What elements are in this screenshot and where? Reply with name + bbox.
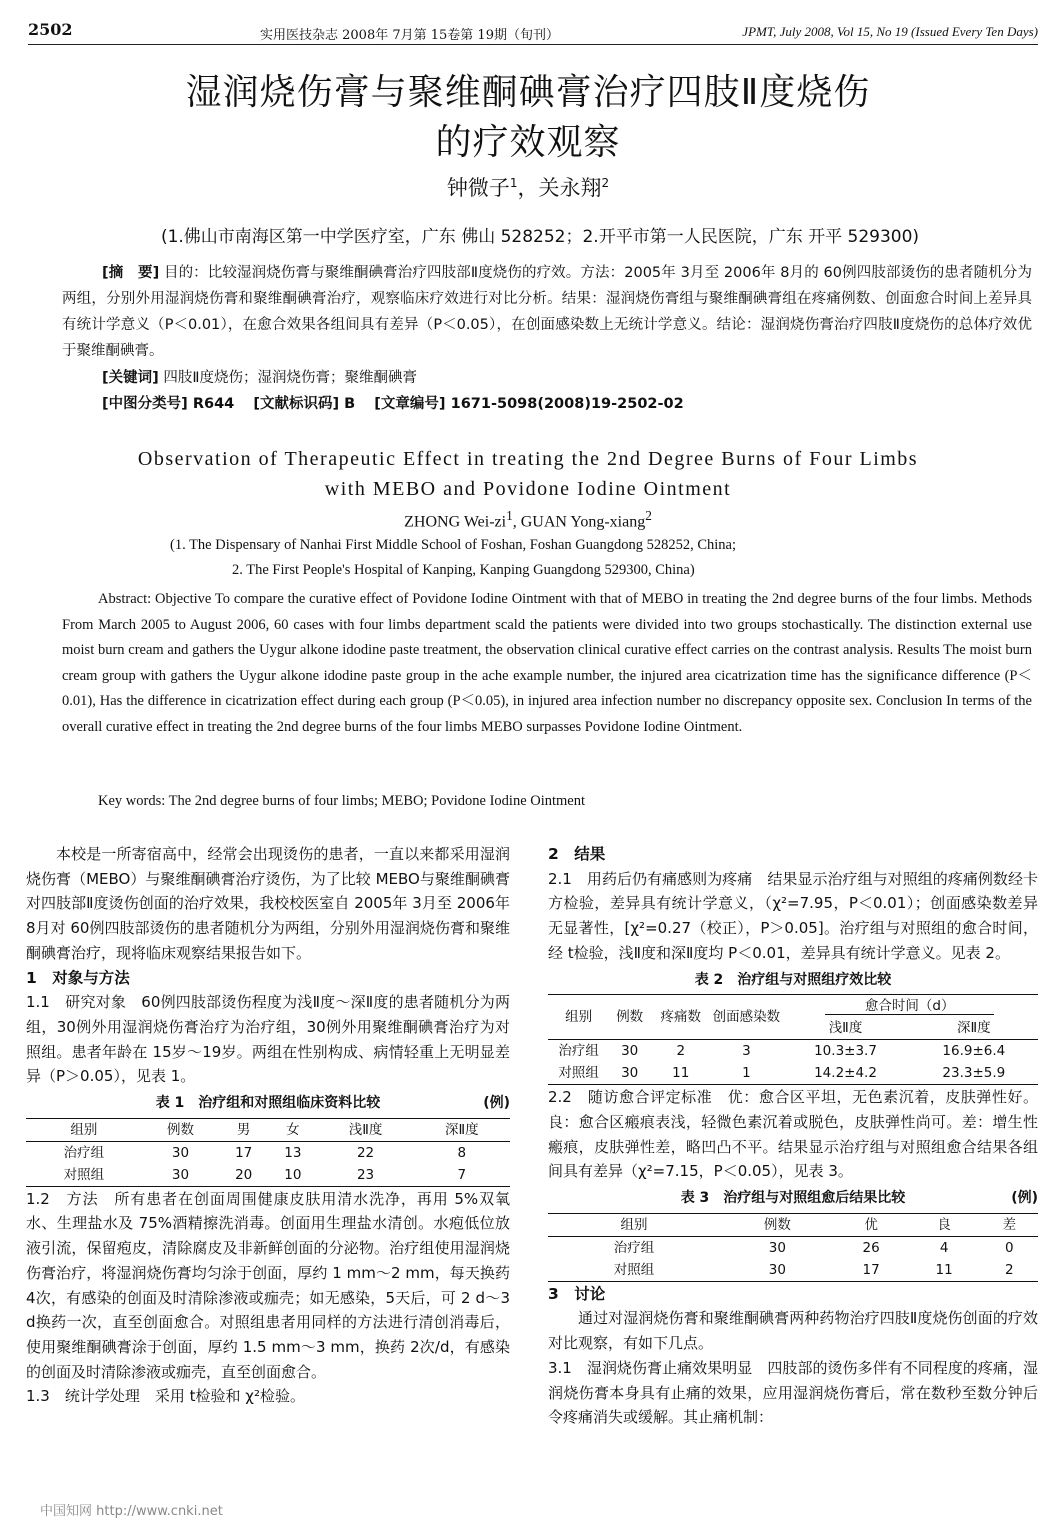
table-row [548,1062,1038,1085]
table-cell: 0 [1005,1239,1014,1256]
table-cell: 对照组 [26,1164,142,1187]
author-list [0,172,1056,202]
en-author-2-affil: 2 [645,508,652,523]
table-3-unit: (例) [1011,1190,1038,1207]
en-author-2: GUAN Yong-xiang [520,513,646,531]
para-2-1: 2.1 用药后仍有痛感则为疼痛 结果显示治疗组与对照组的疼痛例数经卡方检验，差异具有统计学意义，（χ²=7.95，P＜0.01）；创面感染数差异无显著性，[χ²=0.27（校正），P＞0.05]。治疗组与对照组的愈合时间，经 t检验，浅Ⅱ度和深Ⅱ度均 P＜0.01，差异具有统计学意义。见表 2。 [548,869,1038,962]
table-row [26,1164,510,1187]
t2-col-healing [781,995,1038,1018]
t1-col-male: 男 [219,1118,268,1141]
article-title-line1: 湿润烧伤膏与聚维酮碘膏治疗四肢Ⅱ度烧伤 [185,72,871,113]
t2-col-n: 例数 [609,995,650,1040]
t1-col-group: 组别 [26,1118,142,1141]
table-cell: 2 [676,1043,686,1060]
doc-value: B [344,396,356,412]
cn-classification [102,392,684,413]
en-author-1: ZHONG Wei-zi [404,513,507,531]
table-cell: 30 [621,1043,639,1060]
t1-col-n: 例数 [142,1118,219,1141]
author-1-affil: 1 [509,176,518,190]
table-row [26,1141,510,1164]
para-1-1: 1.1 研究对象 60例四肢部烫伤程度为浅Ⅱ度～深Ⅱ度的患者随机分为两组，30例外用湿润烧伤膏治疗为治疗组，30例外用聚维酮碘膏治疗为对照组。患者年龄在 15岁～19岁。两组在性别构成、病情轻重上无明显差异（P＞0.05），见表 1。 [26,993,510,1086]
para-1-2: 1.2 方法 所有患者在创面周围健康皮肤用清水洗净，再用 5%双氧水、生理盐水及 75%酒精擦洗消毒。创面用生理盐水清创。水疱低位放液引流，保留疱皮，清除腐皮及非新鲜创面的分泌物。治疗组使用湿润烧伤膏治疗，将湿润烧伤膏均匀涂于创面，厚约 1 mm～2 mm，每天换药 4次，有感染的创面及时清除渗液或痂壳；如无感染，5天后，可 2 d～3 d换药一次，直至创面愈合。对照组患者用同样的方法进行清创消毒后，使用聚维酮碘膏涂于创面，厚约 1.5 mm～3 mm，换药 2次/d，有感染的创面及时清除渗液或痂壳，直至创面愈合。 [26,1189,510,1381]
watermark: 中国知网 http://www.cnki.net [40,1504,223,1519]
en-title-line1: Observation of Therapeutic Effect in treating the 2nd Degree Burns of Four Limbs [137,448,919,470]
cn-abstract-label: [摘 要] [102,265,160,281]
table-cell: 20 [219,1164,268,1187]
article-title-line2: 的疗效观察 [435,122,621,163]
right-column [548,842,1038,1430]
en-title-line2: with MEBO and Povidone Iodine Ointment [324,478,732,500]
table-cell: 30 [142,1164,219,1187]
t3-col-excellent: 优 [835,1213,908,1236]
table-cell: 1 [711,1062,781,1085]
table-1-title: 表 1 治疗组和对照组临床资料比较 [155,1095,381,1112]
t2-col-shallow: 浅Ⅱ度 [781,1017,909,1040]
table-cell: 治疗组 [613,1239,655,1256]
en-abstract-text: Abstract: Objective To compare the curative effect of Povidone Iodine Ointment with that of MEBO in treating the 2nd degree burns of the four limbs. Methods From March 2005 to August 2006, 60 cases with four limbs department scald the patients were divided into two groups stochastically. The distinction external use moist burn cream and gathers the Uygur alkone idodine paste treatment, the observation clinical curative effect carries on the contrast analysis. Results The moist burn cream group with gathers the Uygur alkone idodine paste group in the ache example number, the injured area cicatrization time has the significance difference (P＜0.01), Has the difference in cicatrization effect during each group (P＜0.05), in injured area infection number no discrepancy opposite sex. Conclusion In terms of the overall curative effect in treating the 2nd degree burns of the four limbs MEBO surpasses Povidone Iodine Ointment. [62,591,1032,735]
cn-keywords [102,366,417,387]
table-1-unit: (例) [483,1095,510,1112]
author-1: 钟微子 [446,176,510,200]
table-cell: 对照组 [548,1062,609,1085]
table-cell: 对照组 [548,1259,720,1282]
t2-col-healing-label: 愈合时间（d） [825,998,995,1015]
journal-citation-cn: 实用医技杂志 2008年 7月第 15卷第 19期（旬刊） [260,28,559,43]
cn-abstract [62,260,1032,364]
table-cell: 4 [939,1239,949,1256]
para-1-3: 1.3 统计学处理 采用 t检验和 χ²检验。 [26,1387,305,1406]
para-3-1: 3.1 湿润烧伤膏止痛效果明显 四肢部的烫伤多伴有不同程度的疼痛，湿润烧伤膏本身具有止痛的效果，应用湿润烧伤膏后，常在数秒至数分钟后令疼痛消失或缓解。其止痛机制： [548,1358,1038,1427]
en-author-1-affil: 1 [506,508,513,523]
t3-col-good: 良 [908,1213,981,1236]
t3-col-poor: 差 [981,1213,1038,1236]
en-abstract [62,587,1032,741]
table-cell: 22 [356,1144,375,1161]
table-cell: 30 [171,1144,190,1161]
table-cell: 10.3±3.7 [814,1043,877,1060]
author-2: 关永翔 [538,176,602,200]
table-cell: 17 [235,1144,253,1161]
table-cell: 26 [862,1239,880,1256]
en-author-sep: , [512,513,521,531]
cls-label: [中图分类号] [102,396,188,412]
table-cell: 16.9±6.4 [942,1043,1006,1060]
cn-keywords-text: 四肢Ⅱ度烧伤；湿润烧伤膏；聚维酮碘膏 [163,370,418,386]
table-cell: 3 [742,1043,751,1060]
table-row [548,1040,1038,1063]
table-cell: 30 [768,1239,786,1256]
table-2-caption: 表 2 治疗组与对照组疗效比较 [694,971,892,988]
table-cell: 17 [835,1259,908,1282]
page-number: 2502 [28,20,73,39]
table-3 [548,1213,1038,1282]
table-cell: 30 [609,1062,650,1085]
table-1 [26,1118,510,1187]
section-1-heading: 1 对象与方法 [26,968,130,987]
table-cell: 14.2±4.2 [781,1062,909,1085]
table-3-caption [548,1186,1038,1211]
section-2-heading: 2 结果 [548,845,606,863]
t3-col-n: 例数 [720,1213,835,1236]
table-row [548,1236,1038,1259]
table-cell: 8 [457,1144,467,1161]
doc-label: [文献标识码] [253,396,340,412]
t2-col-group: 组别 [548,995,609,1040]
table-cell: 2 [981,1259,1038,1282]
author-2-affil: 2 [601,176,610,190]
intro-paragraph: 本校是一所寄宿高中，经常会出现烫伤的患者，一直以来都采用湿润烧伤膏（MEBO）与聚维酮碘膏治疗烫伤，为了比较 MEBO与聚维酮碘膏对四肢部Ⅱ度烫伤创面的治疗效果，我校校医室自 2005年 3月至 2006年 8月对 60例四肢部烫伤的患者随机分为两组，分别外用湿润烧伤膏和聚维酮碘膏治疗，现将临床观察结果报告如下。 [26,845,510,962]
art-value: 1671-5098(2008)19-2502-02 [450,396,684,412]
table-1-caption [26,1091,510,1116]
en-author-list [0,508,1056,531]
en-affiliation-2: 2. The First People's Hospital of Kanping, Kanping Guangdong 529300, China) [232,562,695,578]
table-cell: 11 [650,1062,711,1085]
section-3-heading: 3 讨论 [548,1284,606,1303]
journal-citation-en: JPMT, July 2008, Vol 15, No 19 (Issued Every Ten Days) [742,24,1038,39]
t2-col-deep: 深Ⅱ度 [910,1017,1038,1040]
cn-abstract-text: 目的：比较湿润烧伤膏与聚维酮碘膏治疗四肢部Ⅱ度烧伤的疗效。方法：2005年 3月至 2006年 8月的 60例四肢部烫伤的患者随机分为两组，分别外用湿润烧伤膏和聚维酮碘膏治疗，观察临床疗效进行对比分析。结果：湿润烧伤膏组与聚维酮碘膏组在疼痛例数、创面愈合时间上差异具有统计学意义（P＜0.01），在愈合效果各组间具有差异（P＜0.05），在创面感染数上无统计学意义。结论：湿润烧伤膏治疗四肢Ⅱ度烧伤的总体疗效优于聚维酮碘膏。 [62,265,1032,359]
table-cell: 11 [908,1259,981,1282]
para-2-2: 2.2 随访愈合评定标准 优：愈合区平坦，无色素沉着，皮肤弹性好。良：愈合区瘢痕表浅，轻微色素沉着或脱色，皮肤弹性尚可。差：增生性瘢痕，皮肤弹性差，略凹凸不平。结果显示治疗组与对照组愈合结果各组间具有差异（χ²=7.15，P＜0.05），见表 3。 [548,1088,1038,1181]
t2-col-pain: 疼痛数 [650,995,711,1040]
author-sep: ， [517,176,539,200]
affiliation: (1.佛山市南海区第一中学医疗室，广东 佛山 528252；2.开平市第一人民医院，广东 开平 529300) [160,227,920,247]
cn-keywords-label: [关键词] [102,370,159,386]
t2-col-infection: 创面感染数 [711,995,781,1040]
en-affiliation-1: (1. The Dispensary of Nanhai First Middle School of Foshan, Foshan Guangdong 528252, China; [170,537,736,553]
art-label: [文章编号] [374,396,446,412]
t3-col-group: 组别 [548,1213,720,1236]
t1-col-female: 女 [268,1118,317,1141]
table-cell: 治疗组 [63,1144,105,1161]
table-cell: 23.3±5.9 [910,1062,1038,1085]
t1-col-deep: 深Ⅱ度 [414,1118,510,1141]
running-header [28,18,1038,45]
para-3: 通过对湿润烧伤膏和聚维酮碘膏两种药物治疗四肢Ⅱ度烧伤创面的疗效对比观察，有如下几点。 [548,1309,1038,1353]
table-cell: 23 [317,1164,413,1187]
table-cell: 10 [268,1164,317,1187]
table-cell: 30 [720,1259,835,1282]
table-3-title: 表 3 治疗组与对照组愈后结果比较 [680,1190,906,1207]
table-row [548,1259,1038,1282]
en-keywords: Key words: The 2nd degree burns of four limbs; MEBO; Povidone Iodine Ointment [98,793,586,809]
t1-col-shallow: 浅Ⅱ度 [317,1118,413,1141]
cls-value: R644 [192,396,235,412]
table-2 [548,994,1038,1085]
table-cell: 7 [414,1164,510,1187]
table-cell: 治疗组 [558,1043,599,1060]
table-cell: 13 [284,1144,302,1161]
left-column [26,842,510,1409]
